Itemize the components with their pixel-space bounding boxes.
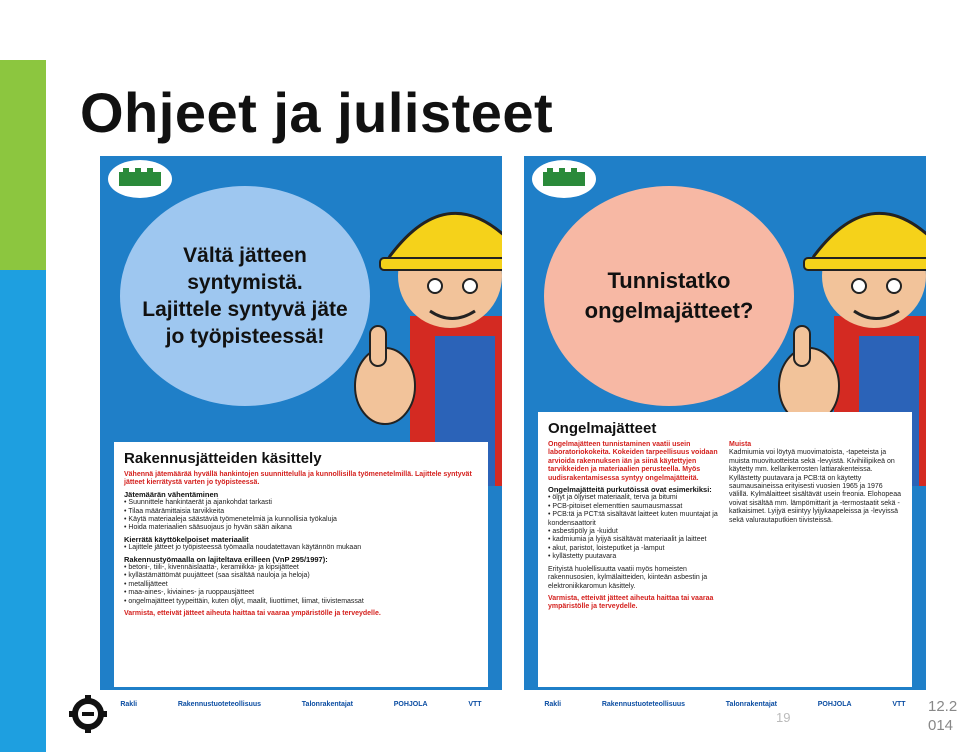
- poster-warning: Varmista, etteivät jätteet aiheuta haittaa tai vaaraa ympäristölle ja terveydelle.: [548, 594, 714, 611]
- poster-waste-sorting: [100, 156, 502, 718]
- list-item: • ongelmajätteet tyypeittäin, kuten öljyt, maalit, liuottimet, liimat, tiivistemassat: [124, 597, 364, 605]
- footer-logo: Talonrakentajat: [301, 700, 354, 708]
- poster-footer-logos: [524, 690, 926, 718]
- slide-date: [928, 697, 960, 735]
- list-item: • kyllästetty puutavara: [548, 553, 617, 561]
- poster-heading: Rakennusjätteiden käsittely: [124, 450, 322, 467]
- date-line: 014: [928, 717, 954, 734]
- poster-heading: Ongelmajätteet: [548, 420, 657, 437]
- slide-number: 19: [776, 710, 791, 725]
- list-item: • kyllästämättömät puujätteet (saa sisältää nauloja ja heloja): [124, 572, 310, 580]
- list-item: • Käytä materiaaleja säästäviä työmenetelmiä ja kunnollisia työkaluja: [124, 516, 337, 524]
- poster-warning: Varmista, etteivät jätteet aiheuta haittaa tai vaaraa ympäristölle ja terveydelle.: [124, 610, 381, 618]
- side-accent-bar: [0, 0, 46, 752]
- footer-logo: VTT: [468, 700, 482, 708]
- poster-intro: Ongelmajätteen tunnistaminen vaatii usein laboratoriokokeita. Kokeiden tarpeellisuus voidaan arvioida rakennuksen iän ja siinä käytettyjen tarvikkeiden ja materiaalien perusteella. Myös uudisrakentamisessa syntyy ongelmajätteitä.: [548, 441, 718, 482]
- footer-logo: POHJOLA: [817, 700, 852, 708]
- poster-footer-logos: [100, 690, 502, 718]
- section-title: Jätemäärän vähentäminen: [124, 489, 219, 499]
- list-item: • maa-aines-, kiviaines- ja ruoppausjätteet: [124, 589, 255, 597]
- bubble-line: Tunnistatko: [607, 268, 731, 293]
- poster-logo-icon: [532, 160, 596, 198]
- slide-title: Ohjeet ja julisteet: [80, 81, 554, 144]
- poster-intro: Vähennä jätemäärää hyvällä hankintojen suunnittelulla ja kunnollisilla työmenetelmillä. Lajittele syntyvät jätteet kierrätystä varten jo työpisteessä.: [124, 471, 472, 487]
- muista-title: Muista: [729, 441, 752, 448]
- footer-logo: Rakennustuoteteollisuus: [601, 700, 686, 708]
- bubble-line: syntymistä.: [187, 271, 303, 294]
- speech-bubble: [120, 186, 370, 406]
- side-bar-green: [0, 60, 46, 270]
- gear-logo-icon: [68, 694, 108, 734]
- bubble-line: Lajittele syntyvä jäte: [142, 298, 348, 321]
- footer-logo: POHJOLA: [393, 700, 428, 708]
- footer-logo: Talonrakentajat: [725, 700, 778, 708]
- list-item: • asbestipöly ja -kuidut: [548, 528, 618, 536]
- footer-logo: Rakli: [120, 700, 138, 708]
- footer-logo: Rakli: [544, 700, 562, 708]
- poster-text-panel: [538, 412, 912, 687]
- list-item: • PCB-pitoiset elementtien saumausmassat: [548, 502, 683, 510]
- speech-bubble: [544, 186, 794, 406]
- section-title: Kierrätä käyttökelpoiset materiaalit: [124, 534, 249, 544]
- construction-worker-icon: [340, 166, 502, 486]
- poster-logo-icon: [108, 160, 172, 198]
- section-title: Ongelmajätteitä purkutöissä ovat esimerkiksi:: [548, 485, 712, 495]
- list-item: • öljyt ja öljyiset materiaalit, terva ja bitumi: [548, 494, 678, 502]
- section-title: Rakennustyömaalla on lajiteltava erilleen (VnP 295/1997):: [124, 554, 328, 564]
- list-item: • akut, paristot, loisteputket ja -lamput: [548, 544, 665, 552]
- bubble-line: Vältä jätteen: [183, 244, 307, 267]
- bubble-line: ongelmajätteet?: [584, 298, 754, 323]
- list-item: • betoni-, tiili-, kivennäislaatta-, keramiikka- ja kipsijätteet: [124, 564, 299, 572]
- poster-text-panel: [114, 442, 488, 687]
- list-item: • metallijätteet: [124, 580, 168, 588]
- poster-extra: Erityistä huolellisuutta vaatii myös homeisten rakennusosien, kylmälaitteiden, kiinteän asbestin ja elektroniikkaromun käsittely.: [548, 565, 708, 590]
- list-item: • kadmiumia ja lyijyä sisältävät materiaalit ja laitteet: [548, 536, 707, 544]
- footer-logo: Rakennustuoteteollisuus: [177, 700, 262, 708]
- list-item: • Lajittele jätteet jo työpisteessä työmaalla noudatettavan käytännön mukaan: [124, 544, 362, 552]
- muista-text: Kadmiumia voi löytyä muovimatoista, -tapeteista ja muista muovituotteista sekä -levyistä. Kivihiilipikeä on käytetty mm. kellarikerrosten lattiarakenteissa. Kyllästetty puutavara ja PCB:tä on käytetty saumausaineissa erityisesti vuosien 1965 ja 1976 välillä. Kylmälaitteet sisältävät usein freonia. Elohopeaa voivat sisältää mm. lämpömittarit ja -termostaatit sekä -katkaisimet. Lyijyä esiintyy lyijykaapeleissa ja -levyissä sekä valurautaputkien tiivisteissä.: [729, 449, 901, 524]
- footer-logo: VTT: [892, 700, 906, 708]
- date-line: 12.2: [928, 698, 958, 715]
- list-item: • PCB:tä ja PCT:tä sisältävät laitteet kuten muuntajat ja kondensaattorit: [548, 511, 718, 527]
- list-item: • Hoida materiaalien sääsuojaus jo hyvän sään aikana: [124, 524, 292, 532]
- poster-hazardous-waste: [524, 156, 926, 718]
- list-item: • Tilaa määrämittaisia tarvikkeita: [124, 507, 225, 515]
- side-bar-blue: [0, 270, 46, 752]
- list-item: • Suunnittele hankintaerät ja ajankohdat tarkasti: [124, 499, 272, 507]
- bubble-line: jo työpisteessä!: [165, 325, 325, 348]
